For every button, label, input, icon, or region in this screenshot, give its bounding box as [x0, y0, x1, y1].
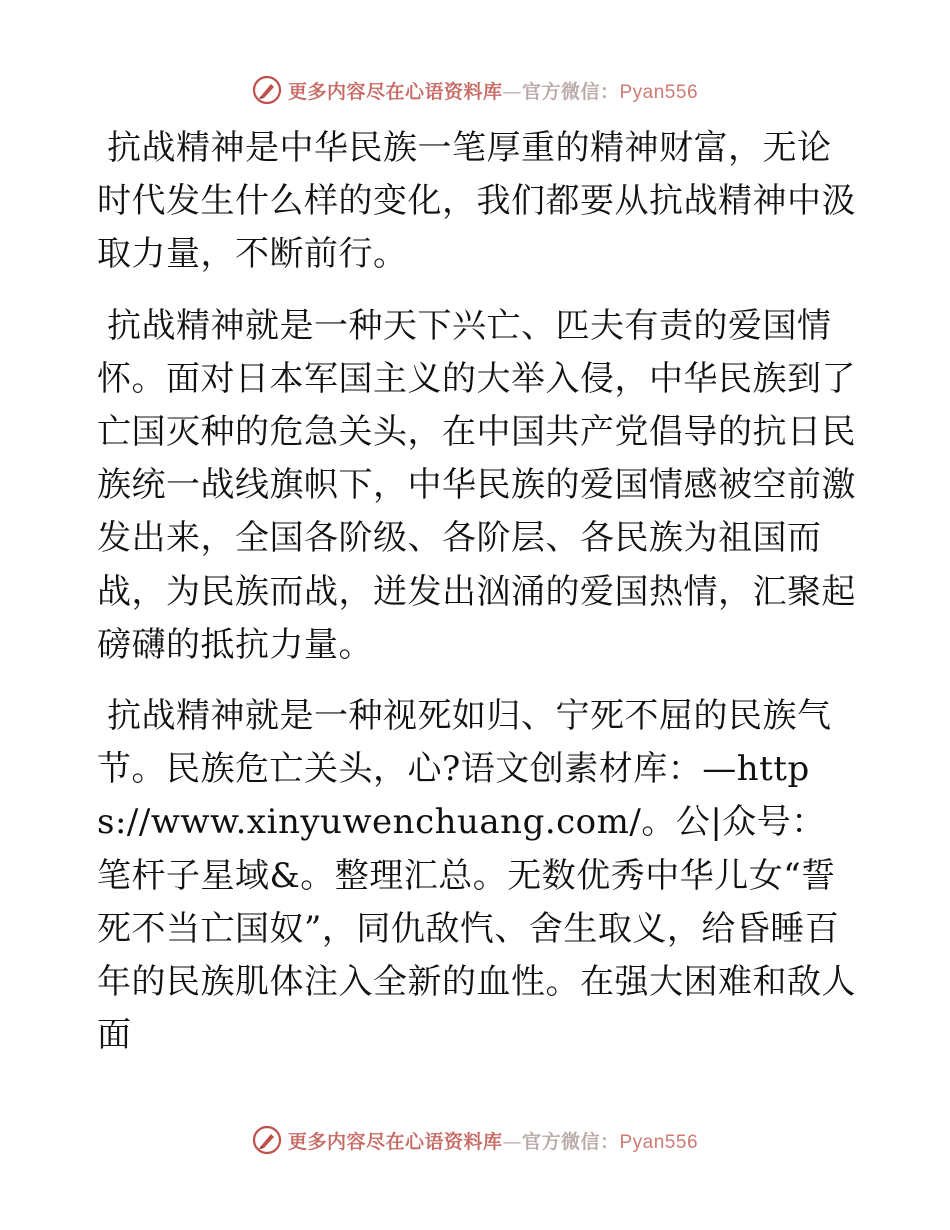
- footer-banner: [0, 1120, 950, 1160]
- header-account: Pyan556: [619, 81, 699, 103]
- pen-nib-logo-icon: [252, 1125, 282, 1155]
- header-site-text: 更多内容尽在心语资料库: [287, 80, 503, 103]
- footer-wechat-label: 官方微信：: [521, 1130, 620, 1153]
- footer-banner-text: [288, 1127, 698, 1154]
- header-banner: [0, 70, 950, 110]
- footer-site-text: 更多内容尽在心语资料库: [287, 1130, 503, 1153]
- paragraph-2: 抗战精神就是一种天下兴亡、匹夫有责的爱国情怀。面对日本军国主义的大举入侵，中华民族到了亡国灭种的危急关头，在中国共产党倡导的抗日民族统一战线旗帜下，中华民族的爱国情感被空前激发出来，全国各阶级、各阶层、各民族为祖国而战，为民族而战，迸发出汹涌的爱国热情，汇聚起磅礴的抵抗力量。: [97, 305, 856, 665]
- header-banner-text: [288, 77, 698, 104]
- header-wechat-label: 官方微信：: [521, 80, 620, 103]
- header-dash: —: [502, 80, 522, 103]
- footer-dash: —: [502, 1130, 522, 1153]
- footer-account: Pyan556: [619, 1131, 699, 1153]
- document-body: [97, 122, 857, 1080]
- pen-nib-logo-icon: [252, 75, 282, 105]
- paragraph-3: 抗战精神就是一种视死如归、宁死不屈的民族气节。民族危亡关头，心?语文创素材库：—https://www.xinyuwenchuang.com/。公|众号：笔杆子星域&。整理汇总。无数优秀中华儿女“誓死不当亡国奴”，同仇敌忾、舍生取义，给昏睡百年的民族肌体注入全新的血性。在强大困难和敌人面: [97, 696, 856, 1056]
- paragraph-1: 抗战精神是中华民族一笔厚重的精神财富，无论时代发生什么样的变化，我们都要从抗战精神中汲取力量，不断前行。: [97, 128, 856, 275]
